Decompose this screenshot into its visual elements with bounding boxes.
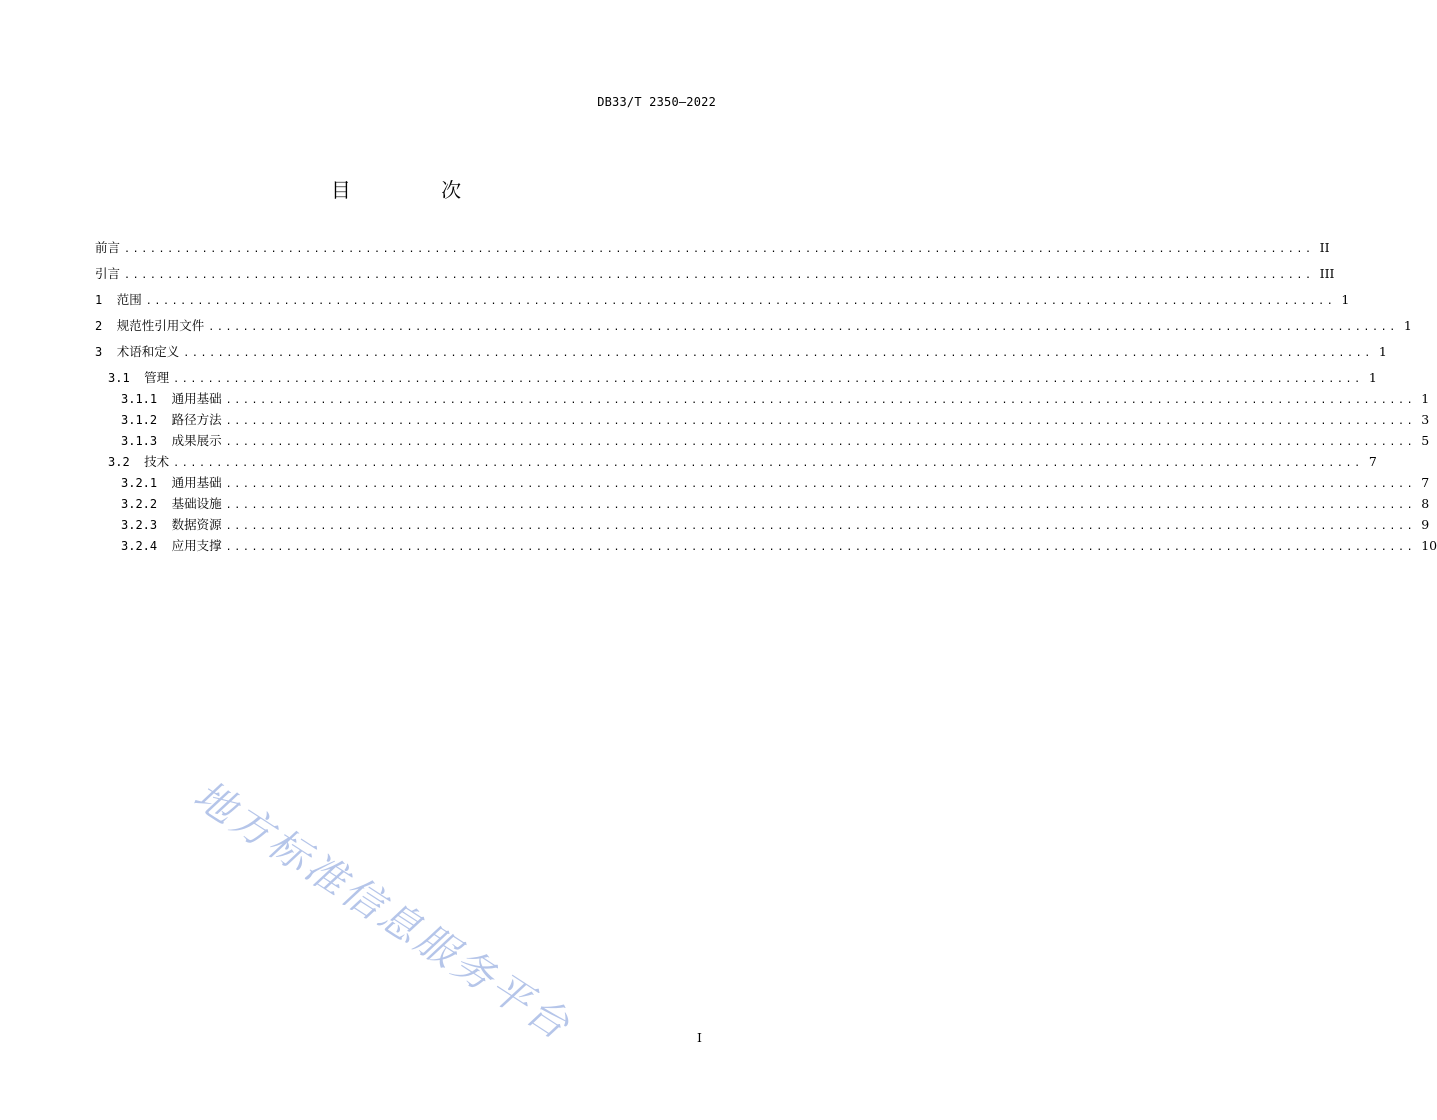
toc-number: 3.2 <box>108 455 145 469</box>
toc-page-number: 8 <box>1421 496 1430 511</box>
toc-page-number: 1 <box>1403 318 1412 333</box>
toc-entry-3-2[interactable] <box>95 452 1377 473</box>
toc-label: 范围 <box>116 292 142 307</box>
toc-number: 3.1.3 <box>121 434 172 448</box>
toc-label: 通用基础 <box>171 475 222 490</box>
toc-page-number: 5 <box>1421 433 1430 448</box>
toc-label: 规范性引用文件 <box>116 318 205 333</box>
toc-entry-introduction[interactable] <box>95 264 1335 290</box>
toc-page-number: 7 <box>1421 475 1430 490</box>
toc-label: 前言 <box>95 240 121 255</box>
toc-page-number: 3 <box>1421 412 1430 427</box>
toc-page-number: 9 <box>1421 517 1430 532</box>
toc-leader-dots: .......................................................................................................................................... <box>173 374 1363 385</box>
toc-entry-3-2-1[interactable] <box>95 473 1430 494</box>
toc-entry-3-2-4[interactable] <box>95 536 1437 557</box>
toc-number: 3.2.2 <box>121 497 172 511</box>
watermark-text: 地方标准信息服务平台 <box>185 772 580 1051</box>
page-number: I <box>697 1030 702 1045</box>
toc-page-number: 1 <box>1378 344 1387 359</box>
toc-label: 术语和定义 <box>116 344 180 359</box>
toc-number: 3.2.1 <box>121 476 172 490</box>
toc-leader-dots: .......................................................................................................................................... <box>183 348 1373 359</box>
toc-label: 基础设施 <box>171 496 222 511</box>
toc-entry-normative-references[interactable] <box>95 316 1412 342</box>
toc-label: 管理 <box>144 370 170 385</box>
toc-page-number: 1 <box>1341 292 1350 307</box>
toc-number: 3 <box>95 345 117 359</box>
toc-number: 3.1.2 <box>121 413 172 427</box>
toc-label: 路径方法 <box>171 412 222 427</box>
toc-leader-dots: .......................................................................................................................................... <box>225 500 1416 511</box>
toc-page-number: III <box>1319 266 1335 281</box>
toc-leader-dots: .......................................................................................................................................... <box>225 542 1416 553</box>
toc-leader-dots: .......................................................................................................................................... <box>225 521 1416 532</box>
toc-entry-3-1-1[interactable] <box>95 389 1430 410</box>
toc-leader-dots: .......................................................................................................................................... <box>173 458 1363 469</box>
toc-number: 3.2.4 <box>121 539 172 553</box>
toc-leader-dots: .......................................................................................................................................... <box>208 322 1398 333</box>
toc-number: 1 <box>95 293 117 307</box>
toc-entry-3-2-3[interactable] <box>95 515 1430 536</box>
page-title: 目 次 <box>330 178 504 202</box>
toc-page-number: 1 <box>1368 370 1377 385</box>
toc-entry-scope[interactable] <box>95 290 1350 316</box>
toc-leader-dots: .......................................................................................................................................... <box>225 416 1416 427</box>
toc-leader-dots: .......................................................................................................................................... <box>145 296 1336 307</box>
toc-label: 引言 <box>95 266 121 281</box>
toc-page-number: 1 <box>1421 391 1430 406</box>
toc-leader-dots: .......................................................................................................................................... <box>225 395 1416 406</box>
toc-entry-3-2-2[interactable] <box>95 494 1430 515</box>
toc-leader-dots: .......................................................................................................................................... <box>124 270 1314 281</box>
toc-page-number: 7 <box>1368 454 1377 469</box>
toc-number: 2 <box>95 319 117 333</box>
toc-number: 3.1 <box>108 371 145 385</box>
toc-leader-dots: .......................................................................................................................................... <box>124 244 1314 255</box>
toc-leader-dots: .......................................................................................................................................... <box>225 479 1416 490</box>
toc-number: 3.1.1 <box>121 392 172 406</box>
document-code: DB33/T 2350—2022 <box>597 95 716 109</box>
toc-label: 数据资源 <box>171 517 222 532</box>
toc-entry-3-1-2[interactable] <box>95 410 1430 431</box>
toc-leader-dots: .......................................................................................................................................... <box>225 437 1416 448</box>
toc-label: 技术 <box>144 454 170 469</box>
toc-entry-terms[interactable] <box>95 342 1387 368</box>
toc-label: 应用支撑 <box>171 538 222 553</box>
toc-label: 成果展示 <box>171 433 222 448</box>
toc-label: 通用基础 <box>171 391 222 406</box>
toc-page-number: II <box>1319 240 1330 255</box>
toc-number: 3.2.3 <box>121 518 172 532</box>
toc-page-number: 10 <box>1421 538 1437 553</box>
toc-entry-3-1-3[interactable] <box>95 431 1430 452</box>
table-of-contents <box>95 238 1437 557</box>
toc-entry-3-1[interactable] <box>95 368 1377 389</box>
toc-entry-foreword[interactable] <box>95 238 1330 264</box>
